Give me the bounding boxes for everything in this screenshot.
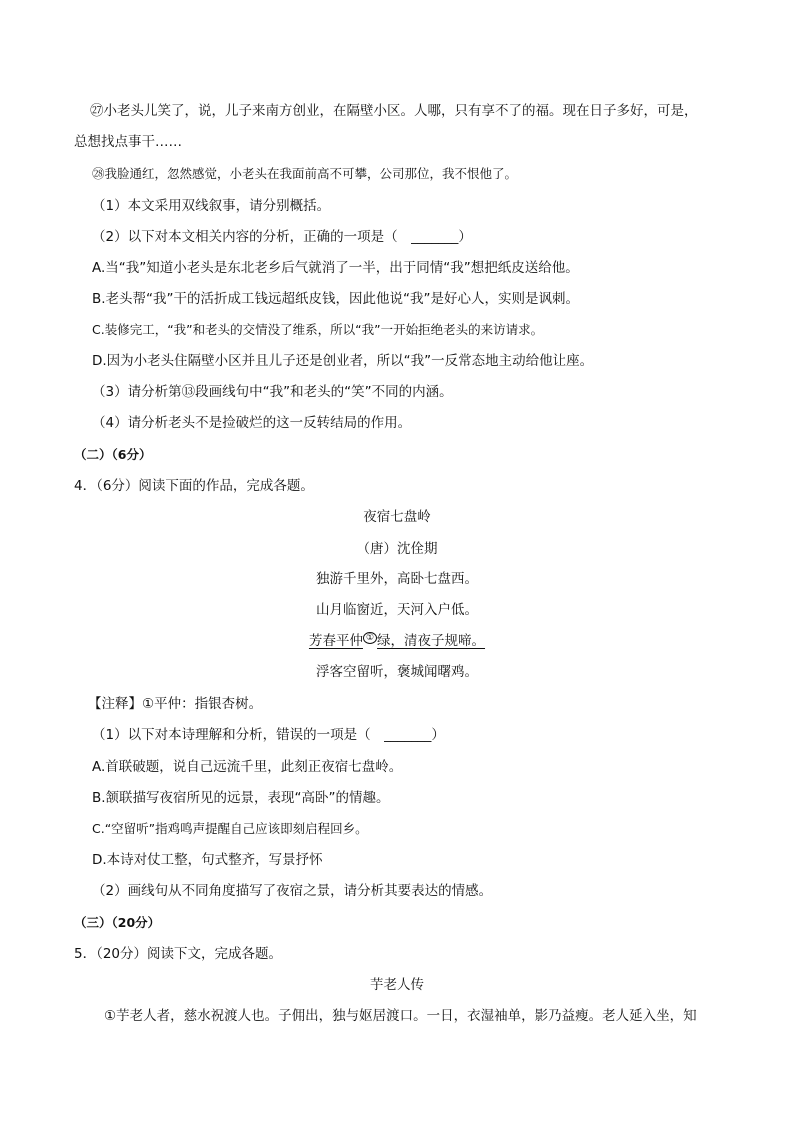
- annotation-marker: ①: [363, 632, 377, 644]
- item-4-option-d: D.本诗对仗工整，句式整齐，写景抒怀: [92, 852, 323, 868]
- item-4-question-2: （2）画线句从不同角度描写了夜宿之景，请分析其要表达的情感。: [92, 883, 493, 899]
- paragraph-27-line2: 总想找点事干……: [74, 134, 182, 150]
- poem-author: （唐）沈佺期: [356, 541, 438, 557]
- question-4: （4）请分析老头不是捡破烂的这一反转结局的作用。: [92, 415, 412, 431]
- paragraph-27-line1: ㉗小老头儿笑了，说，儿子来南方创业，在隔壁小区。人哪，只有享不了的福。现在日子多好，可是，: [90, 103, 698, 119]
- item-4-option-b: B.颔联描写夜宿所见的远景，表现“高卧”的情趣。: [92, 790, 390, 806]
- section-3-header: （三）（20分）: [74, 915, 161, 930]
- item-5-prompt: 5．（20分）阅读下文，完成各题。: [74, 946, 283, 962]
- poem-line-3-part-2: 绿，清夜子规啼。: [377, 633, 486, 649]
- item-4-option-a: A.首联破题，说自己远流千里，此刻正夜宿七盘岭。: [92, 759, 403, 775]
- poem-line-4: 浮客空留听，褒城闻曙鸡。: [316, 664, 478, 680]
- paragraph-28: ㉘我脸通红，忽然感觉，小老头在我面前高不可攀，公司那位，我不恨他了。: [92, 166, 518, 181]
- poem-line-3-underlined: [0, 632, 794, 650]
- poem-line-3-part-1: 芳春平仲: [308, 633, 363, 649]
- poem-line-2: 山月临窗近，天河入户低。: [316, 602, 478, 618]
- question-2-option-a: A.当“我”知道小老头是东北老乡后气就消了一半，出于同情“我”想把纸皮送给他。: [92, 260, 579, 276]
- poem-annotation: 【注释】①平仲：指银杏树。: [88, 696, 263, 712]
- item-4-option-c: C.“空留听”指鸡鸣声提醒自己应该即刻启程回乡。: [92, 821, 368, 836]
- question-2: （2）以下对本文相关内容的分析，正确的一项是（ _______）: [92, 229, 472, 245]
- question-2-option-d: D.因为小老头住隔壁小区并且儿子还是创业者，所以“我”一反常态地主动给他让座。: [92, 353, 594, 369]
- poem-line-1: 独游千里外，高卧七盘西。: [316, 571, 478, 587]
- essay-title: 芋老人传: [370, 977, 424, 993]
- question-3: （3）请分析第⑬段画线句中“我”和老头的“笑”不同的内涵。: [92, 384, 453, 400]
- question-2-option-b: B.老头帮“我”干的活折成工钱远超纸皮钱，因此他说“我”是好心人，实则是讽刺。: [92, 291, 580, 307]
- item-4-question-1: （1）以下对本诗理解和分析，错误的一项是（ _______）: [92, 727, 445, 743]
- question-1: （1）本文采用双线叙事，请分别概括。: [92, 198, 331, 214]
- question-2-option-c: C.装修完工，“我”和老头的交情没了维系，所以“我”一开始拒绝老头的来访请求。: [92, 322, 544, 337]
- item-4-prompt: 4．（6分）阅读下面的作品，完成各题。: [74, 478, 314, 494]
- essay-paragraph-1: ①芋老人者，慈水祝渡人也。子佣出，独与妪居渡口。一日，衣湿袖单，影乃益瘦。老人延入坐，知: [104, 1008, 697, 1024]
- poem-title: 夜宿七盘岭: [363, 509, 431, 525]
- section-2-header: （二）（6分）: [74, 447, 152, 462]
